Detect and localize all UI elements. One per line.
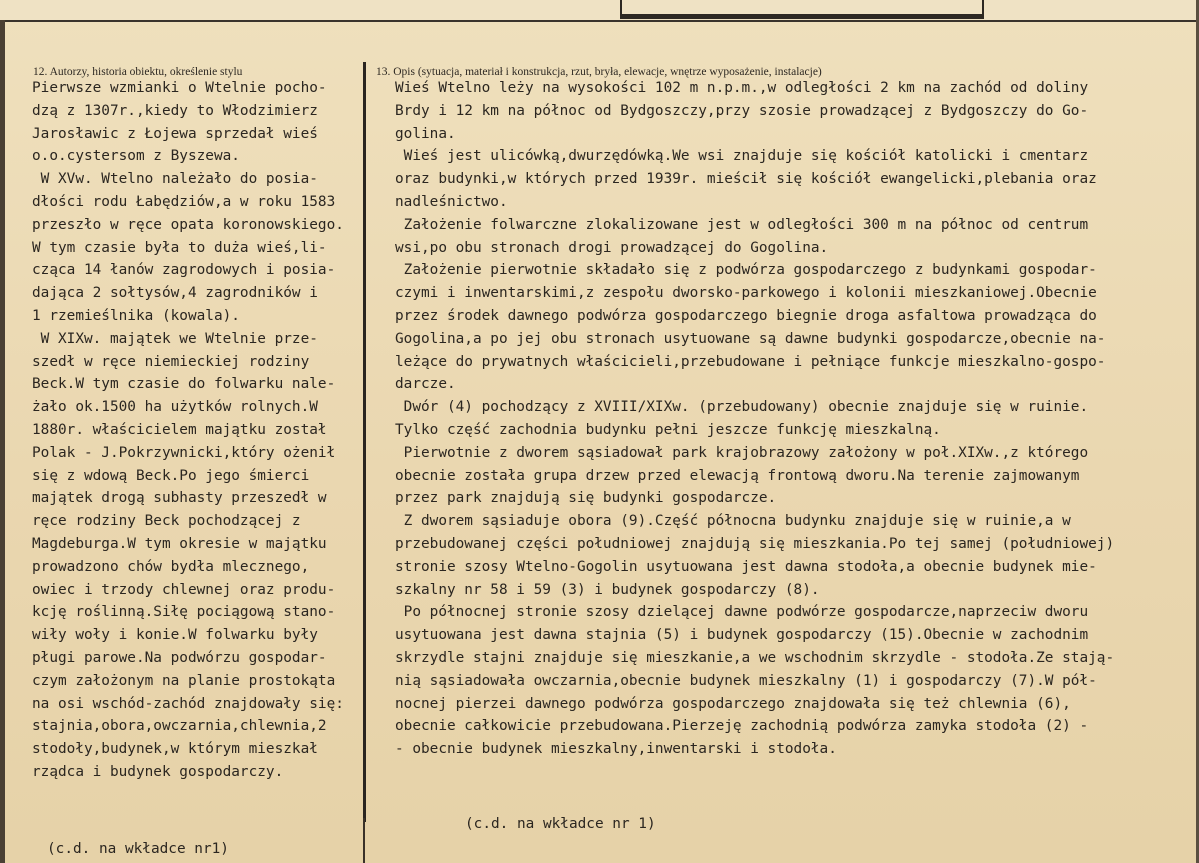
top-border <box>0 0 1199 22</box>
history-text-line: dzą z 1307r.,kiedy to Włodzimierz <box>32 102 318 119</box>
section-13-header: 13. Opis (sytuacja, materiał i konstrukcja, rzut, bryła, elewacje, wnętrze wyposażenie, instalacje) <box>376 66 822 78</box>
history-text-line: stodoły,budynek,w którym mieszkał <box>32 741 318 758</box>
description-text-line: obecnie całkowicie przebudowana.Pierzeję zachodnią podwórza zamyka stodoła (2) - <box>395 718 1089 735</box>
history-text-line: pługi parowe.Na podwórzu gospodar- <box>32 649 327 666</box>
left-continuation-note: (c.d. na wkładce nr1) <box>47 841 229 857</box>
description-text-line: czymi i inwentarskimi,z zespołu dworsko-parkowego i kolonii mieszkaniowej.Obecnie <box>395 285 1097 302</box>
history-text-line: dająca 2 sołtysów,4 zagrodników i <box>32 285 318 302</box>
description-text-line: Wieś Wtelno leży na wysokości 102 m n.p.m.,w odległości 2 km na zachód od doliny <box>395 80 1089 96</box>
history-text-line: szedł w ręce niemieckiej rodziny <box>32 353 310 370</box>
section-12-header: 12. Autorzy, historia obiektu, określenie stylu <box>33 66 243 78</box>
history-text-line: stajnia,obora,owczarnia,chlewnia,2 <box>32 718 327 735</box>
history-text-line: się z wdową Beck.Po jego śmierci <box>32 467 310 484</box>
history-text-line: Polak - J.Pokrzywnicki,który ożenił <box>32 444 336 461</box>
description-text-line: nadleśnictwo. <box>395 193 508 210</box>
history-text-line: prowadzono chów bydła mlecznego, <box>32 558 310 575</box>
description-text-line: golina. <box>395 125 456 142</box>
history-text-line: 1880r. właścicielem majątku został <box>32 421 327 438</box>
description-column <box>395 77 1199 761</box>
description-text-line: wsi,po obu stronach drogi prowadzącej do Gogolina. <box>395 239 829 256</box>
history-text-line: przeszło w ręce opata koronowskiego. <box>32 216 344 233</box>
history-text-line: dłości rodu Łabędziów,a w roku 1583 <box>32 193 336 210</box>
description-text-line: nocnej pierzei dawnego podwórza gospodarczego znajdowała się też chlewnia (6), <box>395 695 1071 712</box>
description-text-line: Dwór (4) pochodzący z XVIII/XIXw. (przebudowany) obecnie znajduje się w ruinie. <box>395 399 1089 416</box>
description-text-line: Założenie folwarczne zlokalizowane jest w odległości 300 m na północ od centrum <box>395 216 1089 233</box>
description-text-line: oraz budynki,w których przed 1939r. mieścił się kościół ewangelicki,plebania oraz <box>395 171 1097 188</box>
description-text-line: leżące do prywatnych właścicieli,przebudowane i pełniące funkcje mieszkalno-gospo- <box>395 353 1106 370</box>
description-text-line: przez park znajdują się budynki gospodarcze. <box>395 490 777 507</box>
description-text-line: Z dworem sąsiaduje obora (9).Część północna budynku znajduje się w ruinie,a w <box>395 513 1071 530</box>
history-text-line: żało ok.1500 ha użytków rolnych.W <box>32 399 318 416</box>
right-continuation-note: (c.d. na wkładce nr 1) <box>465 816 656 832</box>
description-text-line: Gogolina,a po jej obu stronach usytuowane są dawne budynki gospodarcze,obecnie na- <box>395 330 1106 347</box>
description-text-line: - obecnie budynek mieszkalny,inwentarski i stodoła. <box>395 741 837 758</box>
history-text-line: W tym czasie była to duża wieś,li- <box>32 239 327 256</box>
description-text-line: Brdy i 12 km na północ od Bydgoszczy,przy szosie prowadzącej z Bydgoszczy do Go- <box>395 102 1089 119</box>
description-text-line: Wieś jest ulicówką,dwurzędówką.We wsi znajduje się kościół katolicki i cmentarz <box>395 148 1089 165</box>
description-text-line: darcze. <box>395 376 456 393</box>
description-text-line: usytuowana jest dawna stajnia (5) i budynek gospodarczy (15).Obecnie w zachodnim <box>395 627 1089 644</box>
history-text-line: W XIXw. majątek we Wtelnie prze- <box>32 330 318 347</box>
history-column <box>32 77 362 784</box>
description-text-line: przebudowanej części południowej znajdują się mieszkania.Po tej samej (południowej) <box>395 535 1115 552</box>
history-text-line: W XVw. Wtelno należało do posia- <box>32 171 318 188</box>
description-text-line: obecnie została grupa drzew przed elewacją frontową dworu.Na terenie zajmowanym <box>395 467 1080 484</box>
history-text-line: kcję roślinną.Siłę pociągową stano- <box>32 604 336 621</box>
history-text-line: rządca i budynek gospodarczy. <box>32 763 284 780</box>
history-text-line: Magdeburga.W tym okresie w majątku <box>32 535 327 552</box>
history-text-line: Pierwsze wzmianki o Wtelnie pocho- <box>32 80 327 96</box>
history-text-line: na osi wschód-zachód znajdowały się: <box>32 695 344 712</box>
description-text-line: skrzydle stajni znajduje się mieszkanie,a we wschodnim skrzydle - stodoła.Ze stają- <box>395 649 1115 666</box>
description-text-line: Tylko część zachodnia budynku pełni jeszcze funkcję mieszkalną. <box>395 421 941 438</box>
description-text-line: szkalny nr 58 i 59 (3) i budynek gospodarczy (8). <box>395 581 820 598</box>
history-text-line: czym założonym na planie prostokąta <box>32 672 336 689</box>
bottom-divider-tick <box>363 818 365 863</box>
top-tab-marking <box>620 0 984 19</box>
history-text-line: o.o.cystersom z Byszewa. <box>32 148 240 165</box>
history-text-line: Beck.W tym czasie do folwarku nale- <box>32 376 336 393</box>
history-text-line: wiły woły i konie.W folwarku były <box>32 627 318 644</box>
history-text-line: 1 rzemieślnika (kowala). <box>32 307 240 324</box>
left-edge <box>0 20 5 863</box>
history-text-line: majątek drogą subhasty przeszedł w <box>32 490 327 507</box>
history-text-line: cząca 14 łanów zagrodowych i posia- <box>32 262 336 279</box>
history-text-line: Jarosławic z Łojewa sprzedał wieś <box>32 125 318 142</box>
column-divider <box>363 62 366 822</box>
history-text-line: owiec i trzody chlewnej oraz produ- <box>32 581 336 598</box>
description-text-line: Założenie pierwotnie składało się z podwórza gospodarczego z budynkami gospodar- <box>395 262 1097 279</box>
description-text-line: nią sąsiadowała owczarnia,obecnie budynek mieszkalny (1) i gospodarczy (7).W pół- <box>395 672 1097 689</box>
description-text-line: Po północnej stronie szosy dzielącej dawne podwórze gospodarcze,naprzeciw dworu <box>395 604 1089 621</box>
description-text-line: przez środek dawnego podwórza gospodarczego biegnie droga asfaltowa prowadząca do <box>395 307 1097 324</box>
description-text-line: stronie szosy Wtelno-Gogolin usytuowana jest dawna stodoła,a obecnie budynek mie- <box>395 558 1097 575</box>
history-text-line: ręce rodziny Beck pochodzącej z <box>32 513 301 530</box>
description-text-line: Pierwotnie z dworem sąsiadował park krajobrazowy założony w poł.XIXw.,z którego <box>395 444 1089 461</box>
